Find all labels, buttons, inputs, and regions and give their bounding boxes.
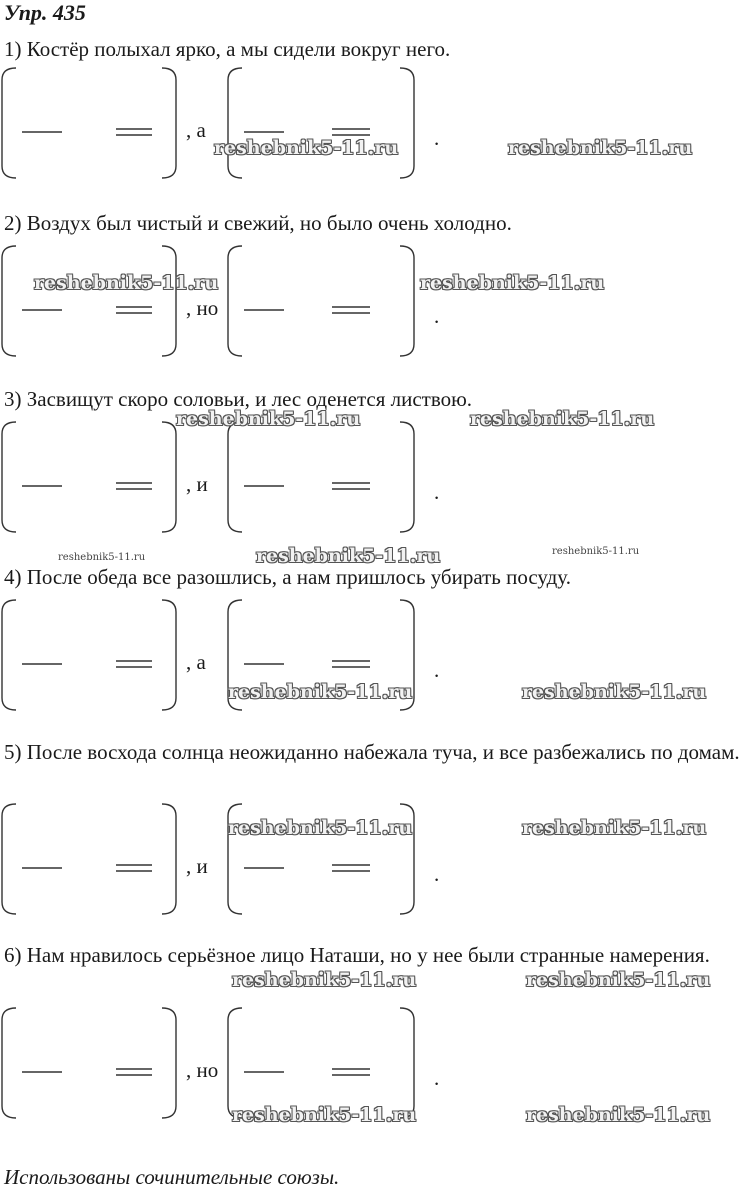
- scheme-brackets: [0, 416, 748, 536]
- watermark: reshebnik5-11.ru: [232, 969, 417, 991]
- watermark: reshebnik5-11.ru: [34, 272, 219, 294]
- sentence-6: 6) Нам нравилось серьёзное лицо Наташи, но у нее были странные намерения.: [4, 943, 710, 967]
- clause-bracket-1: [2, 600, 176, 710]
- watermark: reshebnik5-11.ru: [58, 552, 146, 563]
- watermark: reshebnik5-11.ru: [176, 408, 361, 430]
- clause-bracket-1: [2, 68, 176, 178]
- watermark: reshebnik5-11.ru: [508, 137, 693, 159]
- period: .: [434, 658, 440, 682]
- conclusion: Использованы сочинительные союзы.: [4, 1165, 340, 1189]
- clause-bracket-2: [228, 422, 414, 532]
- scheme-brackets: [0, 240, 748, 360]
- scheme-2: [0, 240, 748, 360]
- period: .: [434, 126, 440, 150]
- watermark: reshebnik5-11.ru: [256, 545, 441, 567]
- scheme-brackets: [0, 62, 748, 182]
- watermark: reshebnik5-11.ru: [420, 272, 605, 294]
- scheme-3: [0, 416, 748, 536]
- sentence-4: 4) После обеда все разошлись, а нам пришлось убирать посуду.: [4, 565, 571, 589]
- conjunction: , и: [186, 854, 208, 878]
- sentence-2: 2) Воздух был чистый и свежий, но было очень холодно.: [4, 211, 512, 235]
- watermark: reshebnik5-11.ru: [552, 546, 640, 557]
- conjunction: , но: [186, 1058, 219, 1082]
- watermark: reshebnik5-11.ru: [522, 681, 707, 703]
- period: .: [434, 1066, 440, 1090]
- sentence-1: 1) Костёр полыхал ярко, а мы сидели вокруг него.: [4, 37, 451, 61]
- conjunction: , и: [186, 472, 208, 496]
- watermark: reshebnik5-11.ru: [470, 408, 655, 430]
- clause-bracket-1: [2, 246, 176, 356]
- scheme-brackets: [0, 798, 748, 918]
- scheme-5: [0, 798, 748, 918]
- sentence-3: 3) Засвищут скоро соловьи, и лес оденется листвою.: [4, 387, 473, 411]
- watermark: reshebnik5-11.ru: [228, 817, 413, 839]
- period: .: [434, 862, 440, 886]
- watermark: reshebnik5-11.ru: [526, 1104, 711, 1126]
- clause-bracket-1: [2, 422, 176, 532]
- clause-bracket-1: [2, 1008, 176, 1118]
- scheme-1: [0, 62, 748, 182]
- sentence-5: 5) После восхода солнца неожиданно набежала туча, и все разбежались по домам.: [4, 740, 740, 764]
- watermark: reshebnik5-11.ru: [232, 1104, 417, 1126]
- clause-bracket-2: [228, 68, 414, 178]
- watermark: reshebnik5-11.ru: [214, 137, 399, 159]
- conjunction: , а: [186, 650, 206, 674]
- clause-bracket-1: [2, 804, 176, 914]
- period: .: [434, 304, 440, 328]
- watermark: reshebnik5-11.ru: [228, 681, 413, 703]
- conjunction: , но: [186, 296, 219, 320]
- clause-bracket-2: [228, 246, 414, 356]
- conjunction: , а: [186, 118, 206, 142]
- clause-bracket-2: [228, 1008, 414, 1118]
- watermark: reshebnik5-11.ru: [526, 969, 711, 991]
- watermark: reshebnik5-11.ru: [522, 817, 707, 839]
- period: .: [434, 480, 440, 504]
- exercise-title: Упр. 435: [4, 0, 86, 25]
